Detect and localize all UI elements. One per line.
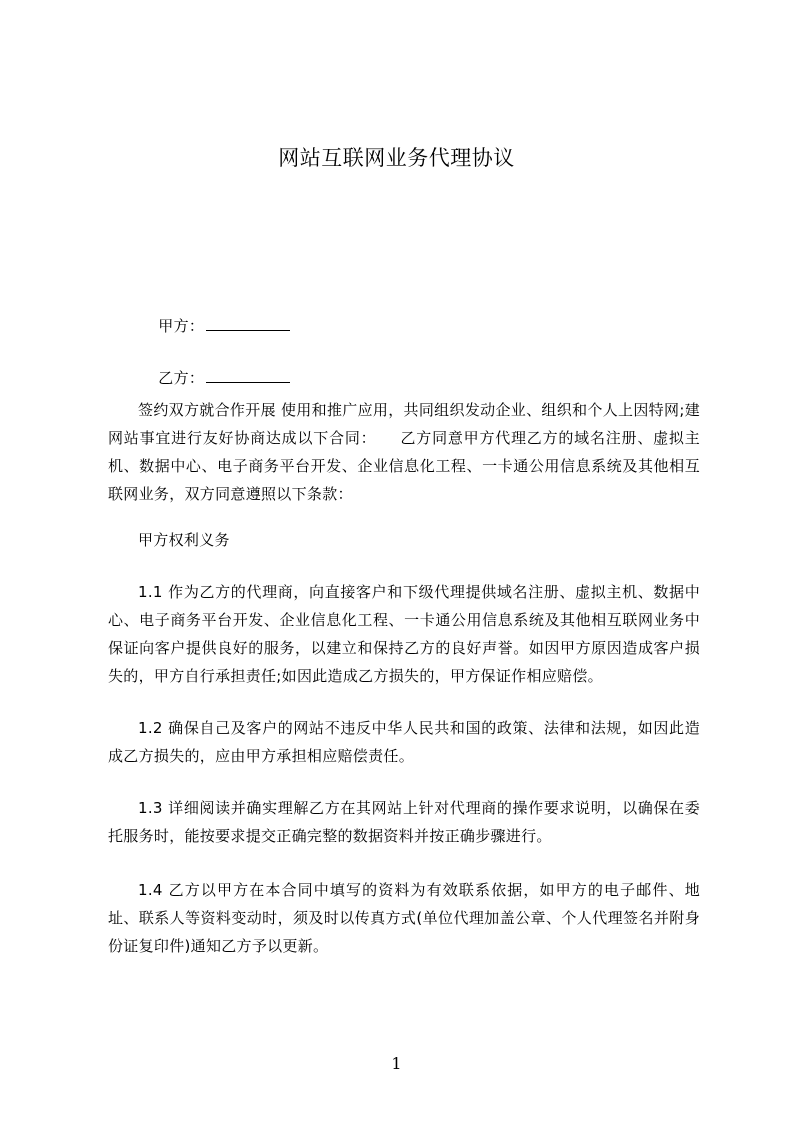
page-number: 1 <box>391 1054 402 1073</box>
intro-paragraph: 签约双方就合作开展 使用和推广应用，共同组织发动企业、组织和个人上因特网;建网站事宜进行友好协商达成以下合同： 乙方同意甲方代理乙方的域名注册、虚拟主机、数据中心、电子商务平台开发、企业信息化工程、一卡通公用信息系统及其他相互联网业务，双方同意遵照以下条款： <box>108 401 700 503</box>
clause-1-1-block <box>108 578 700 690</box>
clause-1-3-block <box>108 794 700 850</box>
intro-paragraph-block <box>108 396 700 508</box>
clause-1-4-block <box>108 876 700 960</box>
party-a-blank <box>206 316 290 331</box>
party-b-label: 乙方： <box>158 369 205 387</box>
clause-paragraph: 1.1 作为乙方的代理商，向直接客户和下级代理提供域名注册、虚拟主机、数据中心、电子商务平台开发、企业信息化工程、一卡通公用信息系统及其他相互联网业务中保证向客户提供良好的服务，以建立和保持乙方的良好声誉。如因甲方原因造成客户损失的，甲方自行承担责任;如因此造成乙方损失的，甲方保证作相应赔偿。 <box>108 583 700 685</box>
section-heading: 甲方权利义务 <box>138 531 230 549</box>
clause-paragraph: 1.4 乙方以甲方在本合同中填写的资料为有效联系依据，如甲方的电子邮件、地址、联系人等资料变动时，须及时以传真方式(单位代理加盖公章、个人代理签名并附身份证复印件)通知乙方予以更新。 <box>108 881 700 955</box>
document-title: 网站互联网业务代理协议 <box>278 146 515 170</box>
clause-1-2-block <box>108 714 700 770</box>
party-a-label: 甲方： <box>158 317 205 335</box>
clause-paragraph: 1.3 详细阅读并确实理解乙方在其网站上针对代理商的操作要求说明，以确保在委托服务时，能按要求提交正确完整的数据资料并按正确步骤进行。 <box>108 799 700 845</box>
clause-paragraph: 1.2 确保自己及客户的网站不违反中华人民共和国的政策、法律和法规，如因此造成乙方损失的，应由甲方承担相应赔偿责任。 <box>108 719 700 765</box>
party-b-blank <box>206 368 290 383</box>
